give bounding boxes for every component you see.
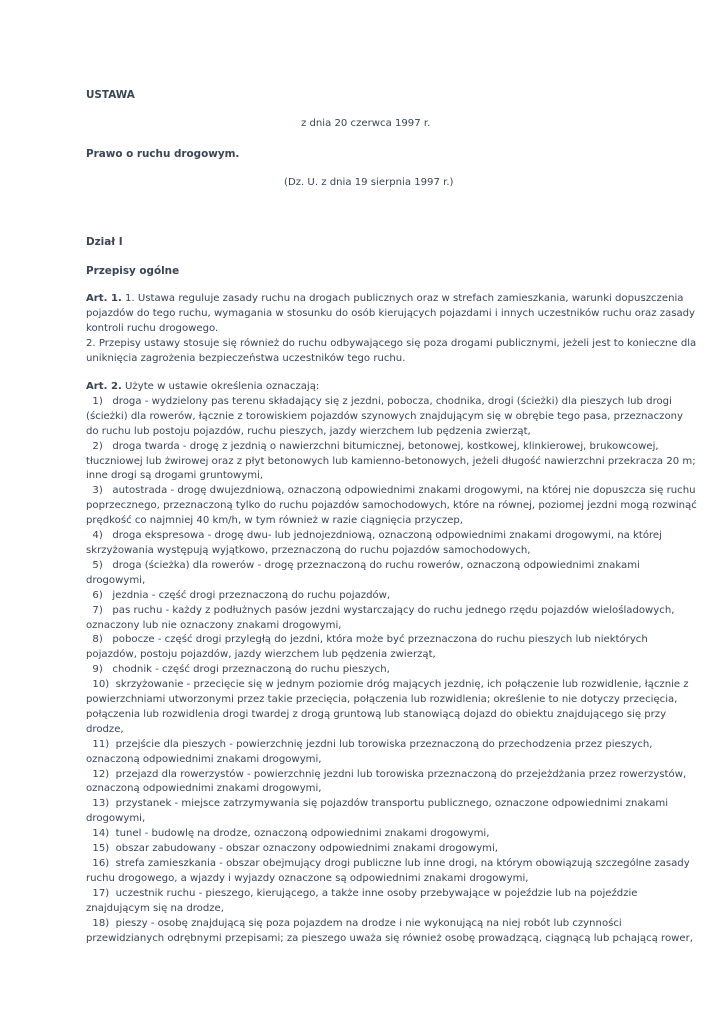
- definition-line: oznaczoną odpowiednimi znakami drogowymi,: [86, 783, 322, 795]
- definition-line: 4) droga ekspresowa - drogę dwu- lub jednojezdniową, oznaczoną odpowiednimi znakami drogowymi, na której: [86, 530, 662, 542]
- document-name: Prawo o ruchu drogowym.: [86, 148, 240, 160]
- article-1-line: uniknięcia zagrożenia bezpieczeństwa uczestników tego ruchu.: [86, 352, 406, 364]
- definition-line: 11) przejście dla pieszych - powierzchnię jezdni lub torowiska przeznaczoną do przechodzenia przez pieszych,: [86, 738, 653, 750]
- definition-line: 16) strefa zamieszkania - obszar obejmujący drogi publiczne lub inne drogi, na którym obowiązują szczególne zasady: [86, 858, 690, 869]
- definition-line: połączenia lub rozwidlenia drogi twardej z drogą gruntową lub stanowiącą dojazd do obiektu znajdującego się przy: [86, 708, 667, 720]
- document-title: USTAWA: [86, 89, 135, 101]
- definition-line: przewidzianych odrębnymi przepisami; za pieszego uważa się również osobę prowadzącą, ciągnącą lub pchającą rower,: [86, 932, 693, 944]
- definition-line: do ruchu lub postoju pojazdów, ruchu pieszych, jazdy wierzchem lub pędzenia zwierząt,: [86, 425, 531, 437]
- definition-line: 3) autostrada - drogę dwujezdniową, oznaczoną odpowiednimi znakami drogowymi, na której nie dopuszcza się ruchu: [86, 485, 696, 497]
- definition-line: 10) skrzyżowanie - przecięcie się w jednym poziomie dróg mających jezdnię, ich połączenie lub rozwidlenie, łącznie z: [86, 679, 689, 691]
- definition-line: 7) pas ruchu - każdy z podłużnych pasów jezdni wystarczający do ruchu jednego rzędu pojazdów wielośladowych,: [86, 604, 675, 616]
- definition-line: 9) chodnik - część drogi przeznaczoną do ruchu pieszych,: [86, 664, 390, 676]
- definition-line: ruchu drogowego, a wjazdy i wyjazdy oznaczone są odpowiednimi znakami drogowymi,: [86, 872, 529, 884]
- definition-line: 5) droga (ścieżka) dla rowerów - drogę przeznaczoną do ruchu rowerów, oznaczoną odpowiednimi znakami: [86, 559, 640, 571]
- definition-line: (ścieżki) dla rowerów, łącznie z torowiskiem pojazdów szynowych znajdującym się w obrębie tego pasa, przeznaczony: [86, 410, 684, 422]
- definition-line: 6) jezdnia - część drogi przeznaczoną do ruchu pojazdów,: [86, 589, 391, 601]
- definition-line: tłuczniowej lub żwirowej oraz z płyt betonowych lub kamienno-betonowych, jeżeli długość nawierzchni przekracza 20 m;: [86, 455, 696, 467]
- article-2: [86, 380, 697, 946]
- article-1-line: pojazdów do tego ruchu, wymagania w stosunku do osób kierujących pojazdami i innych uczestników ruchu oraz zasady: [86, 307, 696, 319]
- definition-line: powierzchniami utworzonymi przez takie przecięcia, połączenia lub rozwidlenia; określenie to nie dotyczy przecięcia,: [86, 694, 678, 706]
- journal-reference: (Dz. U. z dnia 19 sierpnia 1997 r.): [284, 177, 454, 188]
- article-1-label: Art. 1.: [86, 293, 122, 304]
- definition-line: skrzyżowania występują wyjątkowo, przeznaczoną do ruchu pojazdów samochodowych,: [86, 544, 531, 556]
- definition-line: oznaczoną odpowiednimi znakami drogowymi,: [86, 753, 322, 765]
- definition-line: 1) droga - wydzielony pas terenu składający się z jezdni, pobocza, chodnika, drogi (ścieżki) dla pieszych lub drogi: [86, 395, 672, 407]
- definition-line: 14) tunel - budowlę na drodze, oznaczoną odpowiednimi znakami drogowymi,: [86, 828, 490, 840]
- definition-line: 13) przystanek - miejsce zatrzymywania się pojazdów transportu publicznego, oznaczone odpowiednimi znakami: [86, 798, 669, 810]
- section-heading: Dział I: [86, 236, 123, 248]
- definition-line: inne drogi są drogami gruntowymi,: [86, 470, 264, 482]
- definition-line: znajdującym się na drodze,: [86, 902, 224, 914]
- article-1-line: Art. 1. 1. Ustawa reguluje zasady ruchu na drogach publicznych oraz w strefach zamieszkania, warunki dopuszczenia: [86, 293, 684, 304]
- definition-line: pojazdów, postoju pojazdów, jazdy wierzchem lub pędzenia zwierząt,: [86, 649, 436, 661]
- article-1-line: 2. Przepisy ustawy stosuje się również do ruchu odbywającego się poza drogami publicznymi, jeżeli jest to konieczne dla: [86, 337, 697, 349]
- definition-line: 15) obszar zabudowany - obszar oznaczony odpowiednimi znakami drogowymi,: [86, 843, 499, 855]
- definition-line: poprzecznego, przeznaczoną tylko do ruchu pojazdów samochodowych, które na równej, poziomej jezdni mogą rozwinąć: [86, 500, 697, 512]
- section-title: Przepisy ogólne: [86, 265, 180, 277]
- article-1: [86, 292, 697, 367]
- definition-line: 12) przejazd dla rowerzystów - powierzchnię jezdni lub torowiska przeznaczoną do przejeżdżania przez rowerzystów,: [86, 768, 687, 780]
- article-2-intro: Art. 2. Użyte w ustawie określenia oznaczają:: [86, 381, 320, 392]
- definition-line: 8) pobocze - część drogi przyległą do jezdni, która może być przeznaczona do ruchu pieszych lub niektórych: [86, 634, 648, 646]
- definition-line: 18) pieszy - osobę znajdującą się poza pojazdem na drodze i nie wykonującą na niej robót lub czynności: [86, 917, 622, 929]
- definition-line: 2) droga twarda - drogę z jezdnią o nawierzchni bitumicznej, betonowej, kostkowej, klinkierowej, brukowcowej,: [86, 440, 659, 452]
- definition-line: drogowymi,: [86, 574, 146, 586]
- definition-line: drodze,: [86, 723, 124, 735]
- definition-line: drogowymi,: [86, 813, 146, 825]
- definition-line: 17) uczestnik ruchu - pieszego, kierującego, a także inne osoby przebywające w pojeździe lub na pojeździe: [86, 887, 638, 899]
- definition-line: oznaczony lub nie oznaczony znakami drogowymi,: [86, 619, 342, 631]
- document-date: z dnia 20 czerwca 1997 r.: [301, 118, 431, 129]
- definition-line: prędkość co najmniej 40 km/h, w tym również w razie ciągnięcia przyczep,: [86, 515, 464, 527]
- article-2-label: Art. 2.: [86, 381, 122, 392]
- article-1-line: kontroli ruchu drogowego.: [86, 322, 219, 334]
